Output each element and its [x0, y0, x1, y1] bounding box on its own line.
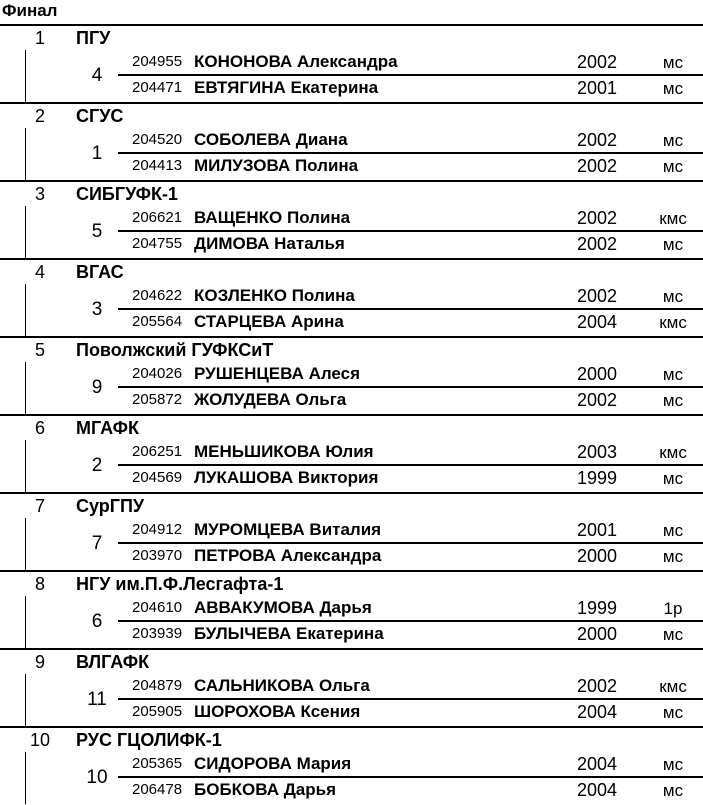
team-place: 2	[34, 106, 45, 126]
athlete-name: АВВАКУМОВА Дарья	[194, 598, 372, 617]
athlete-row	[118, 674, 703, 700]
athlete-id: 205872	[132, 391, 183, 408]
athlete-id: 204520	[132, 131, 183, 148]
athlete-sport-rank: мс	[662, 79, 684, 98]
athlete-id: 203970	[132, 547, 183, 564]
athlete-id: 204955	[132, 53, 183, 70]
athlete-birth-year: 2001	[576, 78, 618, 98]
athlete-sport-rank: мс	[662, 469, 684, 488]
team-header-row	[0, 492, 703, 518]
team-rank: 1	[91, 143, 103, 164]
athlete-row	[118, 778, 703, 804]
athlete-row	[118, 232, 703, 258]
athlete-id: 204413	[132, 157, 183, 174]
team-place: 4	[34, 262, 45, 282]
left-border	[25, 50, 26, 102]
team-place: 10	[29, 730, 51, 750]
athlete-sport-rank: 1р	[663, 599, 683, 618]
team-athletes-block	[0, 518, 703, 570]
athlete-birth-year: 2002	[576, 286, 618, 306]
left-border	[25, 128, 26, 180]
athlete-name: ДИМОВА Наталья	[194, 234, 345, 253]
athlete-sport-rank: кмс	[659, 313, 687, 332]
athlete-sport-rank: мс	[662, 131, 684, 150]
athlete-row	[118, 440, 703, 466]
team-name: СГУС	[76, 106, 124, 126]
athlete-birth-year: 2002	[576, 676, 618, 696]
athlete-sport-rank: мс	[662, 625, 684, 644]
team-place: 5	[34, 340, 45, 360]
athlete-birth-year: 2002	[576, 234, 618, 254]
team-rank: 2	[91, 455, 103, 476]
athlete-name: САЛЬНИКОВА Ольга	[194, 676, 370, 695]
team-athletes-block	[0, 206, 703, 258]
team-rank: 4	[91, 65, 103, 86]
athlete-row	[118, 76, 703, 102]
athlete-birth-year: 1999	[576, 598, 618, 618]
athlete-row	[118, 50, 703, 76]
left-border	[25, 284, 26, 336]
left-border	[25, 596, 26, 648]
team-place: 9	[34, 652, 45, 672]
team-name: МГАФК	[76, 418, 139, 438]
athlete-birth-year: 1999	[576, 468, 618, 488]
left-border	[25, 362, 26, 414]
athlete-id: 206478	[132, 781, 183, 798]
team-rank: 6	[91, 611, 103, 632]
team-name: НГУ им.П.Ф.Лесгафта-1	[76, 574, 284, 594]
athlete-sport-rank: кмс	[659, 443, 687, 462]
sheet-title: Финал	[2, 1, 58, 20]
team-athletes-block	[0, 674, 703, 726]
athlete-row	[118, 388, 703, 414]
team-rank: 9	[91, 377, 103, 398]
left-border	[25, 752, 26, 804]
athlete-id: 204026	[132, 365, 183, 382]
team-rank: 7	[91, 533, 103, 554]
athlete-name: КОЗЛЕНКО Полина	[194, 286, 355, 305]
athlete-birth-year: 2002	[576, 52, 618, 72]
athlete-birth-year: 2000	[576, 364, 618, 384]
team-place: 8	[34, 574, 45, 594]
athlete-sport-rank: мс	[662, 365, 684, 384]
team-name: ПГУ	[76, 28, 111, 48]
left-border	[25, 674, 26, 726]
athlete-sport-rank: мс	[662, 157, 684, 176]
team-place: 6	[34, 418, 45, 438]
team-name: Поволжский ГУФКСиТ	[76, 340, 274, 360]
athlete-name: СОБОЛЕВА Диана	[194, 130, 348, 149]
team-athletes-block	[0, 284, 703, 336]
left-border	[25, 206, 26, 258]
team-place: 3	[34, 184, 45, 204]
team-athletes-block	[0, 128, 703, 180]
athlete-sport-rank: кмс	[659, 677, 687, 696]
athlete-sport-rank: мс	[662, 391, 684, 410]
team-place: 7	[34, 496, 45, 516]
athlete-name: ЛУКАШОВА Виктория	[194, 468, 379, 487]
athlete-sport-rank: мс	[662, 53, 684, 72]
athlete-id: 205564	[132, 313, 183, 330]
left-border	[25, 440, 26, 492]
athlete-row	[118, 362, 703, 388]
team-athletes-block	[0, 362, 703, 414]
team-athletes-block	[0, 440, 703, 492]
athlete-row	[118, 700, 703, 726]
athlete-row	[118, 310, 703, 336]
athlete-name: ШОРОХОВА Ксения	[194, 702, 361, 721]
athlete-row	[118, 128, 703, 154]
athlete-name: ЖОЛУДЕВА Ольга	[194, 390, 347, 409]
athlete-id: 204755	[132, 235, 183, 252]
team-header-row	[0, 648, 703, 674]
athlete-birth-year: 2002	[576, 156, 618, 176]
athlete-name: МУРОМЦЕВА Виталия	[194, 520, 382, 539]
athlete-name: ПЕТРОВА Александра	[194, 546, 382, 565]
athlete-id: 206621	[132, 209, 183, 226]
athlete-name: ВАЩЕНКО Полина	[194, 208, 351, 227]
team-name: ВГАС	[76, 262, 124, 282]
team-name: ВЛГАФК	[76, 652, 150, 672]
team-rank: 10	[86, 767, 108, 788]
athlete-birth-year: 2001	[576, 520, 618, 540]
team-header-row	[0, 258, 703, 284]
team-athletes-block	[0, 50, 703, 102]
athlete-birth-year: 2002	[576, 208, 618, 228]
athlete-birth-year: 2004	[576, 780, 618, 800]
athlete-row	[118, 596, 703, 622]
athlete-sport-rank: мс	[662, 235, 684, 254]
athlete-row	[118, 752, 703, 778]
athlete-birth-year: 2003	[576, 442, 618, 462]
team-header-row	[0, 726, 703, 752]
athlete-row	[118, 206, 703, 232]
athlete-row	[118, 518, 703, 544]
athlete-sport-rank: кмс	[659, 209, 687, 228]
athlete-row	[118, 466, 703, 492]
athlete-sport-rank: мс	[662, 287, 684, 306]
athlete-birth-year: 2000	[576, 546, 618, 566]
athlete-name: БУЛЫЧЕВА Екатерина	[194, 624, 384, 643]
team-header-row	[0, 336, 703, 362]
athlete-name: КОНОНОВА Александра	[194, 52, 398, 71]
athlete-name: СИДОРОВА Мария	[194, 754, 352, 773]
athlete-name: РУШЕНЦЕВА Алеся	[194, 364, 361, 383]
team-header-row	[0, 24, 703, 50]
team-athletes-block	[0, 596, 703, 648]
left-border	[25, 518, 26, 570]
athlete-id: 204912	[132, 521, 183, 538]
team-name: СИБГУФК-1	[76, 184, 178, 204]
team-athletes-block	[0, 752, 703, 804]
team-rank: 3	[91, 299, 103, 320]
athlete-name: БОБКОВА Дарья	[194, 780, 337, 799]
athlete-row	[118, 544, 703, 570]
athlete-birth-year: 2000	[576, 624, 618, 644]
team-header-row	[0, 570, 703, 596]
athlete-name: МЕНЬШИКОВА Юлия	[194, 442, 374, 461]
team-rank: 5	[91, 221, 103, 242]
athlete-row	[118, 154, 703, 180]
athlete-id: 206251	[132, 443, 183, 460]
athlete-id: 203939	[132, 625, 183, 642]
athlete-row	[118, 622, 703, 648]
athlete-id: 204622	[132, 287, 183, 304]
team-header-row	[0, 102, 703, 128]
athlete-name: ЕВТЯГИНА Екатерина	[194, 78, 379, 97]
athlete-id: 205365	[132, 755, 183, 772]
athlete-sport-rank: мс	[662, 703, 684, 722]
team-header-row	[0, 414, 703, 440]
athlete-id: 204879	[132, 677, 183, 694]
athlete-sport-rank: мс	[662, 781, 684, 800]
athlete-id: 204610	[132, 599, 183, 616]
team-name: РУС ГЦОЛИФК-1	[76, 730, 222, 750]
athlete-id: 204471	[132, 79, 183, 96]
athlete-birth-year: 2004	[576, 702, 618, 722]
athlete-name: СТАРЦЕВА Арина	[194, 312, 344, 331]
team-place: 1	[34, 28, 45, 48]
athlete-birth-year: 2002	[576, 130, 618, 150]
athlete-row	[118, 284, 703, 310]
team-header-row	[0, 180, 703, 206]
athlete-name: МИЛУЗОВА Полина	[194, 156, 359, 175]
athlete-sport-rank: мс	[662, 755, 684, 774]
athlete-sport-rank: мс	[662, 547, 684, 566]
athlete-birth-year: 2004	[576, 754, 618, 774]
athlete-id: 204569	[132, 469, 183, 486]
athlete-sport-rank: мс	[662, 521, 684, 540]
athlete-birth-year: 2004	[576, 312, 618, 332]
team-name: СурГПУ	[76, 496, 145, 516]
team-rank: 11	[87, 689, 107, 710]
athlete-id: 205905	[132, 703, 183, 720]
athlete-birth-year: 2002	[576, 390, 618, 410]
